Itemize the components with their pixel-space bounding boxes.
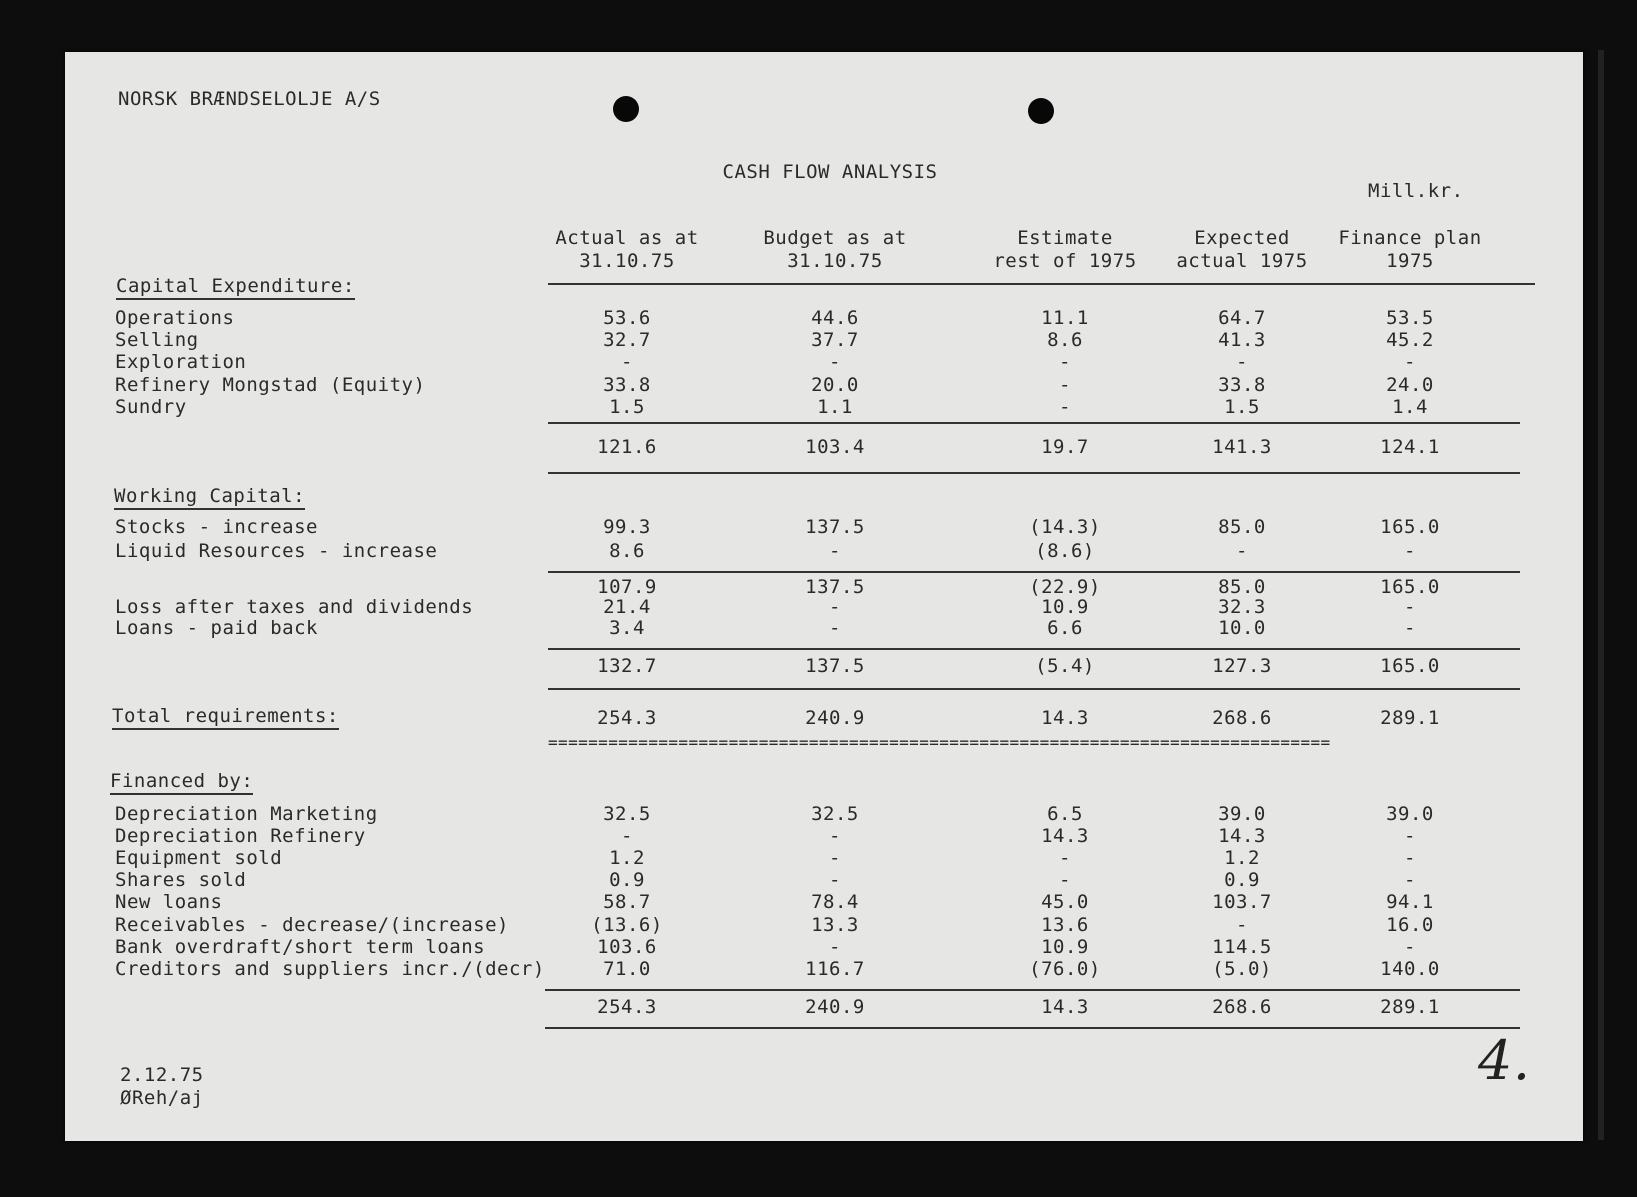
cell-value: - bbox=[829, 617, 841, 639]
cell-value: 11.1 bbox=[1041, 307, 1089, 329]
cell-value: - bbox=[1404, 847, 1416, 869]
cell-value: 32.5 bbox=[603, 803, 651, 825]
row-label: Depreciation Refinery bbox=[115, 825, 366, 847]
footer-date: 2.12.75 bbox=[120, 1064, 204, 1086]
document-title: CASH FLOW ANALYSIS bbox=[722, 161, 938, 183]
row-label: Loans - paid back bbox=[115, 617, 318, 639]
cell-value: 14.3 bbox=[1041, 825, 1089, 847]
cell-value: 14.3 bbox=[1218, 825, 1266, 847]
cell-value: - bbox=[1059, 396, 1071, 418]
cell-value: - bbox=[829, 596, 841, 618]
rule-line bbox=[548, 472, 1520, 474]
cell-value: 10.9 bbox=[1041, 596, 1089, 618]
cell-value: 140.0 bbox=[1380, 958, 1440, 980]
cell-value: - bbox=[1404, 596, 1416, 618]
cell-value: 1.4 bbox=[1392, 396, 1428, 418]
cell-value: 137.5 bbox=[805, 516, 865, 538]
cell-value: 64.7 bbox=[1218, 307, 1266, 329]
cell-value: 41.3 bbox=[1218, 329, 1266, 351]
total-value: 14.3 bbox=[1041, 707, 1089, 729]
row-label: Liquid Resources - increase bbox=[115, 540, 438, 562]
unit-label: Mill.kr. bbox=[1368, 180, 1464, 202]
row-label: Selling bbox=[115, 329, 199, 351]
total-value: 127.3 bbox=[1212, 655, 1272, 677]
cell-value: 10.0 bbox=[1218, 617, 1266, 639]
total-requirements-label: Total requirements: bbox=[112, 705, 339, 730]
cell-value: 32.7 bbox=[603, 329, 651, 351]
row-label: Refinery Mongstad (Equity) bbox=[115, 374, 426, 396]
column-header: Finance plan bbox=[1338, 227, 1482, 249]
cell-value: - bbox=[829, 936, 841, 958]
column-header: 31.10.75 bbox=[787, 250, 883, 272]
cell-value: - bbox=[1059, 374, 1071, 396]
cell-value: 103.7 bbox=[1212, 891, 1272, 913]
row-label: Shares sold bbox=[115, 869, 247, 891]
footer-initials: ØReh/aj bbox=[120, 1087, 204, 1109]
cell-value: 39.0 bbox=[1218, 803, 1266, 825]
cell-value: 116.7 bbox=[805, 958, 865, 980]
row-label: Receivables - decrease/(increase) bbox=[115, 914, 509, 936]
cell-value: 99.3 bbox=[603, 516, 651, 538]
total-value: 240.9 bbox=[805, 707, 865, 729]
rule-line bbox=[548, 422, 1520, 424]
cell-value: (5.0) bbox=[1212, 958, 1272, 980]
cell-value: 21.4 bbox=[603, 596, 651, 618]
column-header: actual 1975 bbox=[1176, 250, 1308, 272]
cell-value: 0.9 bbox=[609, 869, 645, 891]
total-value: 137.5 bbox=[805, 655, 865, 677]
section-heading: Capital Expenditure: bbox=[116, 275, 355, 300]
column-header: rest of 1975 bbox=[993, 250, 1137, 272]
cell-value: (14.3) bbox=[1029, 516, 1101, 538]
total-value: 254.3 bbox=[597, 996, 657, 1018]
cell-value: - bbox=[829, 540, 841, 562]
section-heading: Financed by: bbox=[110, 770, 253, 795]
rule-line bbox=[548, 688, 1520, 690]
row-label: Creditors and suppliers incr./(decr) bbox=[115, 958, 545, 980]
cell-value: 1.5 bbox=[1224, 396, 1260, 418]
total-value: 124.1 bbox=[1380, 436, 1440, 458]
cell-value: 71.0 bbox=[603, 958, 651, 980]
cell-value: - bbox=[829, 351, 841, 373]
cell-value: 165.0 bbox=[1380, 516, 1440, 538]
total-value: 254.3 bbox=[597, 707, 657, 729]
cell-value: 16.0 bbox=[1386, 914, 1434, 936]
total-value: 141.3 bbox=[1212, 436, 1272, 458]
cell-value: - bbox=[1236, 351, 1248, 373]
subtotal-value: (22.9) bbox=[1029, 576, 1101, 598]
total-value: 268.6 bbox=[1212, 996, 1272, 1018]
cell-value: (8.6) bbox=[1035, 540, 1095, 562]
cell-value: 1.1 bbox=[817, 396, 853, 418]
cell-value: 32.3 bbox=[1218, 596, 1266, 618]
cell-value: 78.4 bbox=[811, 891, 859, 913]
handwritten-page-number: 4. bbox=[1478, 1029, 1531, 1092]
cell-value: 20.0 bbox=[811, 374, 859, 396]
cell-value: - bbox=[829, 825, 841, 847]
cell-value: 10.9 bbox=[1041, 936, 1089, 958]
cell-value: - bbox=[1236, 914, 1248, 936]
cell-value: - bbox=[1404, 825, 1416, 847]
rule-line bbox=[548, 648, 1520, 650]
cell-value: 103.6 bbox=[597, 936, 657, 958]
punch-hole bbox=[613, 96, 639, 122]
subtotal-value: 85.0 bbox=[1218, 576, 1266, 598]
column-header: Budget as at bbox=[763, 227, 907, 249]
cell-value: 94.1 bbox=[1386, 891, 1434, 913]
total-value: 103.4 bbox=[805, 436, 865, 458]
cell-value: (76.0) bbox=[1029, 958, 1101, 980]
cell-value: - bbox=[1236, 540, 1248, 562]
row-label: Depreciation Marketing bbox=[115, 803, 378, 825]
subtotal-value: 165.0 bbox=[1380, 576, 1440, 598]
cell-value: - bbox=[1404, 351, 1416, 373]
punch-hole bbox=[1028, 98, 1054, 124]
cell-value: - bbox=[1059, 351, 1071, 373]
company-name: NORSK BRÆNDSELOLJE A/S bbox=[118, 88, 381, 110]
total-value: 121.6 bbox=[597, 436, 657, 458]
row-label: Stocks - increase bbox=[115, 516, 318, 538]
cell-value: 37.7 bbox=[811, 329, 859, 351]
cell-value: 13.3 bbox=[811, 914, 859, 936]
row-label: Equipment sold bbox=[115, 847, 283, 869]
total-value: 132.7 bbox=[597, 655, 657, 677]
rule-line bbox=[545, 989, 1520, 991]
cell-value: 53.6 bbox=[603, 307, 651, 329]
cell-value: 114.5 bbox=[1212, 936, 1272, 958]
total-value: 289.1 bbox=[1380, 707, 1440, 729]
cell-value: 0.9 bbox=[1224, 869, 1260, 891]
cell-value: 33.8 bbox=[1218, 374, 1266, 396]
cell-value: 1.5 bbox=[609, 396, 645, 418]
section-heading: Working Capital: bbox=[114, 485, 305, 510]
column-header: 31.10.75 bbox=[579, 250, 675, 272]
cell-value: 85.0 bbox=[1218, 516, 1266, 538]
cell-value: 32.5 bbox=[811, 803, 859, 825]
total-value: 165.0 bbox=[1380, 655, 1440, 677]
row-label: New loans bbox=[115, 891, 223, 913]
cell-value: - bbox=[1404, 936, 1416, 958]
total-value: 14.3 bbox=[1041, 996, 1089, 1018]
total-value: 268.6 bbox=[1212, 707, 1272, 729]
cell-value: 45.0 bbox=[1041, 891, 1089, 913]
cell-value: - bbox=[621, 351, 633, 373]
row-label: Loss after taxes and dividends bbox=[115, 596, 474, 618]
cell-value: 53.5 bbox=[1386, 307, 1434, 329]
total-value: 19.7 bbox=[1041, 436, 1089, 458]
cell-value: 45.2 bbox=[1386, 329, 1434, 351]
cell-value: - bbox=[1059, 869, 1071, 891]
header-rule bbox=[548, 283, 1535, 285]
column-header: Expected bbox=[1194, 227, 1290, 249]
total-value: (5.4) bbox=[1035, 655, 1095, 677]
column-header: Estimate bbox=[1017, 227, 1113, 249]
cell-value: 3.4 bbox=[609, 617, 645, 639]
cell-value: 1.2 bbox=[609, 847, 645, 869]
cell-value: 8.6 bbox=[1047, 329, 1083, 351]
column-header: Actual as at bbox=[555, 227, 699, 249]
cell-value: 1.2 bbox=[1224, 847, 1260, 869]
cell-value: 39.0 bbox=[1386, 803, 1434, 825]
rule-line bbox=[548, 571, 1520, 573]
binder-edge bbox=[1598, 50, 1604, 1140]
cell-value: 6.6 bbox=[1047, 617, 1083, 639]
total-value: 289.1 bbox=[1380, 996, 1440, 1018]
cell-value: 33.8 bbox=[603, 374, 651, 396]
cell-value: 24.0 bbox=[1386, 374, 1434, 396]
cell-value: - bbox=[1059, 847, 1071, 869]
cell-value: (13.6) bbox=[591, 914, 663, 936]
total-value: 240.9 bbox=[805, 996, 865, 1018]
subtotal-value: 137.5 bbox=[805, 576, 865, 598]
row-label: Exploration bbox=[115, 351, 247, 373]
subtotal-value: 107.9 bbox=[597, 576, 657, 598]
row-label: Operations bbox=[115, 307, 235, 329]
row-label: Bank overdraft/short term loans bbox=[115, 936, 486, 958]
cell-value: - bbox=[1404, 869, 1416, 891]
double-rule: ============================================================================== bbox=[548, 733, 1331, 752]
cell-value: - bbox=[1404, 617, 1416, 639]
rule-line bbox=[545, 1027, 1520, 1029]
cell-value: 8.6 bbox=[609, 540, 645, 562]
cell-value: - bbox=[829, 847, 841, 869]
column-header: 1975 bbox=[1386, 250, 1434, 272]
cell-value: 13.6 bbox=[1041, 914, 1089, 936]
cell-value: - bbox=[621, 825, 633, 847]
cell-value: 44.6 bbox=[811, 307, 859, 329]
cell-value: 58.7 bbox=[603, 891, 651, 913]
cell-value: - bbox=[1404, 540, 1416, 562]
row-label: Sundry bbox=[115, 396, 187, 418]
cell-value: - bbox=[829, 869, 841, 891]
cell-value: 6.5 bbox=[1047, 803, 1083, 825]
